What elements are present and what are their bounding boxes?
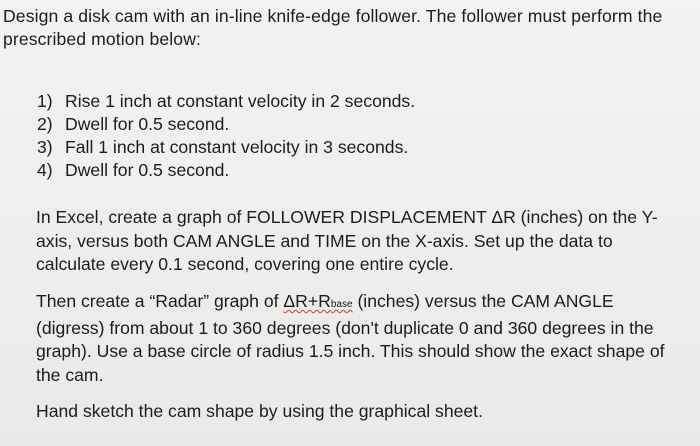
spellcheck-underlined-term	[283, 291, 352, 311]
radar-text-before: Then create a “Radar” graph of	[36, 291, 284, 311]
list-item	[37, 159, 415, 182]
radar-instructions-paragraph	[36, 290, 686, 387]
list-item	[37, 113, 415, 136]
step-text: Rise 1 inch at constant velocity in 2 seconds.	[65, 91, 416, 111]
step-number: 3)	[37, 137, 53, 157]
step-text: Fall 1 inch at constant velocity in 3 seconds.	[65, 137, 409, 157]
list-item	[37, 136, 415, 159]
motion-steps-list	[37, 90, 415, 182]
excel-instructions-paragraph: In Excel, create a graph of FOLLOWER DISPLACEMENT ΔR (inches) on the Y-axis, versus both CAM ANGLE and TIME on the X-axis. Set up the data to calculate every 0.1 second, covering one entire cycle.	[36, 207, 658, 274]
list-item	[37, 90, 415, 113]
step-text: Dwell for 0.5 second.	[65, 114, 230, 134]
intro-paragraph: Design a disk cam with an in-line knife-edge follower. The follower must perform the prescribed motion below:	[3, 6, 663, 49]
radar-text-after: (inches) versus the CAM ANGLE (digress) from about 1 to 360 degrees (don't duplicate 0 and 360 degrees in the graph). Use a base circle of radius 1.5 inch. This should show the exact shape of the cam.	[36, 291, 665, 385]
radar-subscript: base	[330, 299, 353, 310]
radar-symbol: ΔR+R	[283, 291, 331, 311]
sketch-instructions-paragraph: Hand sketch the cam shape by using the graphical sheet.	[36, 401, 483, 421]
step-number: 2)	[37, 114, 53, 134]
step-number: 1)	[37, 91, 53, 111]
step-text: Dwell for 0.5 second.	[65, 160, 230, 180]
step-number: 4)	[37, 160, 53, 180]
